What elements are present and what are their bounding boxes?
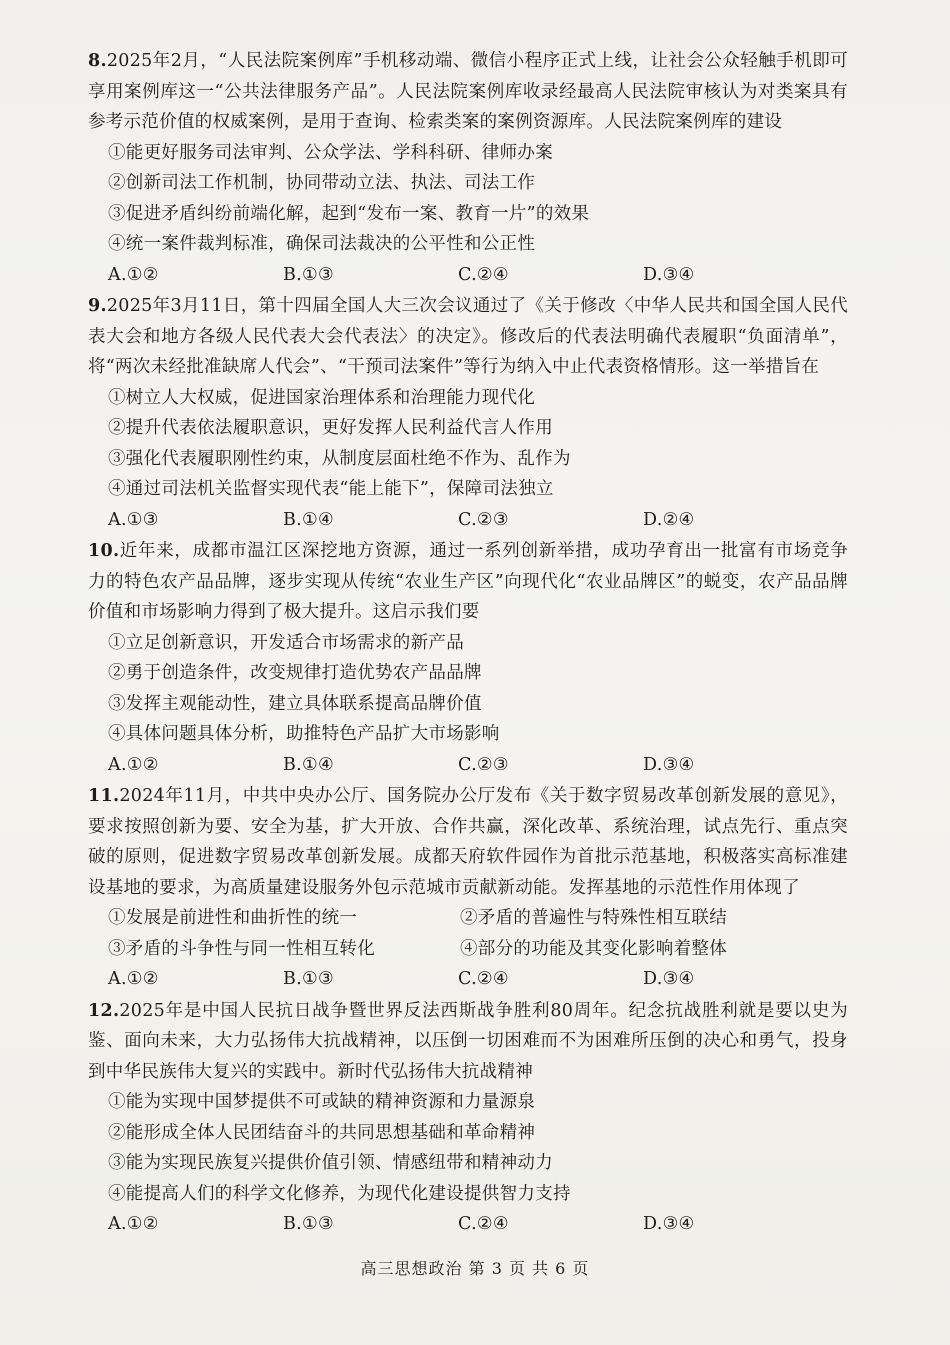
- answer-options: [88, 964, 848, 995]
- statement-3: ③发挥主观能动性，建立具体联系提高品牌价值: [108, 693, 482, 714]
- option-c: C.②③: [458, 509, 509, 530]
- option-c: C.②③: [458, 754, 509, 775]
- question-text: 2025年2月，“人民法院案例库”手机移动端、微信小程序正式上线，让社会公众轻触手机即可享用案例库这一“公共法律服务产品”。人民法院案例库收录经最高人民法院审核认为对类案具有参考示范价值的权威案例，是用于查询、检索类案的案例资源库。人民法院案例库的建设: [88, 51, 848, 132]
- option-b: B.①③: [283, 969, 334, 989]
- option-d: D.③④: [643, 754, 695, 775]
- option-c: C.②④: [458, 264, 509, 285]
- statement-1: ①树立人大权威，促进国家治理体系和治理能力现代化: [108, 387, 536, 408]
- option-b: B.①③: [283, 264, 334, 285]
- statement-3: ③矛盾的斗争性与同一性相互转化: [108, 938, 375, 959]
- statement-4: ④具体问题具体分析，助推特色产品扩大市场影响: [108, 724, 500, 744]
- option-a: A.①③: [108, 509, 159, 530]
- statement-2: ②勇于创造条件，改变规律打造优势农产品品牌: [108, 663, 482, 683]
- question-8: [88, 46, 848, 290]
- statement-3: ③促进矛盾纠纷前端化解，起到“发布一案、教育一片”的效果: [108, 203, 590, 224]
- option-a: A.①②: [108, 969, 159, 989]
- option-d: D.③④: [643, 969, 695, 989]
- statement-4: ④部分的功能及其变化影响着整体: [460, 938, 727, 959]
- answer-options: [88, 260, 848, 291]
- option-b: B.①④: [283, 754, 334, 775]
- question-stem: [88, 291, 848, 383]
- question-10: [88, 536, 848, 780]
- option-d: D.②④: [643, 509, 695, 530]
- statement-4: ④通过司法机关监督实现代表“能上能下”，保障司法独立: [108, 479, 554, 499]
- question-9: [88, 291, 848, 535]
- statement-4: ④能提高人们的科学文化修养，为现代化建设提供智力支持: [108, 1183, 571, 1204]
- question-12: [88, 996, 848, 1240]
- statement-1: ①发展是前进性和曲折性的统一: [108, 908, 358, 928]
- question-stem: [88, 781, 848, 903]
- statement-grid: [88, 903, 848, 964]
- statement-1: ①能更好服务司法审判、公众学法、学科科研、律师办案: [108, 142, 553, 163]
- statement-3: ③强化代表履职刚性约束，从制度层面杜绝不作为、乱作为: [108, 448, 571, 469]
- option-a: A.①②: [108, 264, 159, 285]
- statement-2: ②创新司法工作机制，协同带动立法、执法、司法工作: [108, 173, 536, 193]
- answer-options: [88, 1209, 848, 1240]
- option-d: D.③④: [643, 1214, 695, 1234]
- question-number: 12.: [88, 1000, 120, 1021]
- question-number: 10.: [88, 541, 120, 561]
- statement-2: ②能形成全体人民团结奋斗的共同思想基础和革命精神: [108, 1122, 536, 1143]
- statement-1: ①立足创新意识，开发适合市场需求的新产品: [108, 632, 464, 653]
- option-d: D.③④: [643, 264, 695, 285]
- question-list: [88, 46, 848, 1241]
- statement-2: ②提升代表依法履职意识，更好发挥人民利益代言人作用: [108, 418, 553, 438]
- question-stem: [88, 996, 848, 1088]
- question-text: 2025年3月11日，第十四届全国人大三次会议通过了《关于修改〈中华人民共和国全国人民代表大会和地方各级人民代表大会代表法〉的决定》。修改后的代表法明确代表履职“负面清单”，将“两次未经批准缺席人代会”、“干预司法案件”等行为纳入中止代表资格情形。这一举措旨在: [88, 296, 848, 377]
- question-stem: [88, 46, 848, 138]
- question-11: [88, 781, 848, 995]
- question-text: 2024年11月，中共中央办公厅、国务院办公厅发布《关于数字贸易改革创新发展的意见》，要求按照创新为要、安全为基，扩大开放、合作共赢，深化改革、系统治理，试点先行、重点突破的原则，促进数字贸易改革创新发展。成都天府软件园作为首批示范基地，积极落实高标准建设基地的要求，为高质量建设服务外包示范城市贡献新动能。发挥基地的示范性作用体现了: [88, 786, 848, 898]
- question-text: 近年来，成都市温江区深挖地方资源，通过一系列创新举措，成功孕育出一批富有市场竞争力的特色农产品品牌，逐步实现从传统“农业生产区”向现代化“农业品牌区”的蜕变，农产品品牌价值和市场影响力得到了极大提升。这启示我们要: [88, 541, 848, 622]
- statement-1: ①能为实现中国梦提供不可或缺的精神资源和力量源泉: [108, 1092, 536, 1112]
- answer-options: [88, 750, 848, 781]
- option-a: A.①②: [108, 1214, 159, 1234]
- option-b: B.①④: [283, 509, 334, 530]
- option-c: C.②④: [458, 1214, 509, 1234]
- statement-2: ②矛盾的普遍性与特殊性相互联结: [460, 908, 727, 928]
- statement-4: ④统一案件裁判标准，确保司法裁决的公平性和公正性: [108, 234, 536, 254]
- answer-options: [88, 505, 848, 536]
- statement-3: ③能为实现民族复兴提供价值引领、情感纽带和精神动力: [108, 1153, 553, 1173]
- question-stem: [88, 536, 848, 628]
- option-c: C.②④: [458, 969, 509, 989]
- option-b: B.①③: [283, 1214, 334, 1234]
- question-number: 11.: [88, 786, 120, 806]
- option-a: A.①②: [108, 754, 159, 775]
- question-text: 2025年是中国人民抗日战争暨世界反法西斯战争胜利80周年。纪念抗战胜利就是要以史为鉴、面向未来，大力弘扬伟大抗战精神，以压倒一切困难而不为困难所压倒的决心和勇气，投身到中华民族伟大复兴的实践中。新时代弘扬伟大抗战精神: [88, 1000, 848, 1082]
- question-number: 9.: [88, 296, 107, 316]
- question-number: 8.: [88, 51, 107, 71]
- page-footer: 高三思想政治 第 3 页 共 6 页: [360, 1259, 590, 1278]
